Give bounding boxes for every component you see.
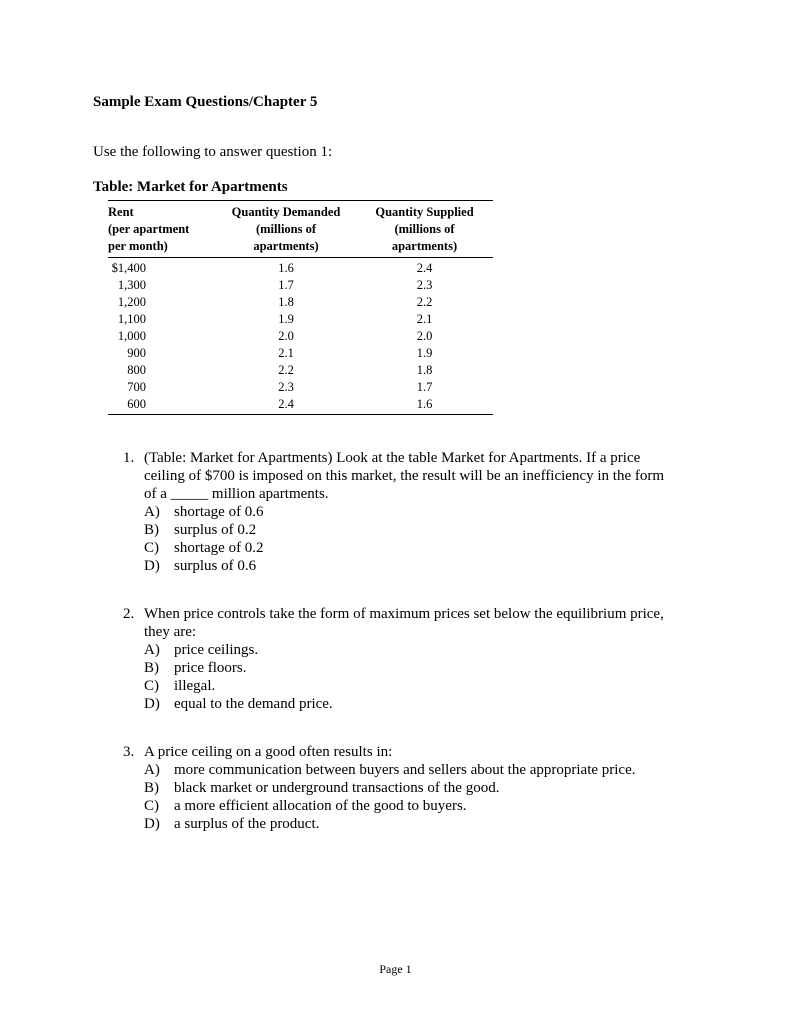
table-row: 800 2.2 1.8 xyxy=(127,363,433,377)
question-stem: When price controls take the form of maximum prices set below the equilibrium price, they are: xyxy=(144,606,664,640)
answer-option: C) shortage of 0.2 xyxy=(144,540,264,556)
answer-option: D) surplus of 0.6 xyxy=(144,558,257,574)
question-2 xyxy=(123,605,703,713)
table-row: 1,100 1.9 2.1 xyxy=(117,312,433,326)
table-row: $1,400 1.6 2.4 xyxy=(111,261,433,275)
answer-option: B) surplus of 0.2 xyxy=(144,522,257,538)
answer-option: D) a surplus of the product. xyxy=(144,816,320,832)
header-rent: Rent (per apartment per month) xyxy=(108,205,190,253)
market-table xyxy=(108,200,493,415)
answer-option: A) price ceilings. xyxy=(144,642,259,658)
question-3 xyxy=(123,743,703,833)
question-number: 2. xyxy=(123,606,135,622)
table-title: Table: Market for Apartments xyxy=(93,179,288,195)
question-stem: (Table: Market for Apartments) Look at the table Market for Apartments. If a price ceiling of $700 is imposed on this market, the result will be an inefficiency in the form of a _____ million apartments. xyxy=(144,450,665,502)
answer-option: C) illegal. xyxy=(144,678,216,694)
header-quantity-demanded: Quantity Demanded (millions of apartments) xyxy=(231,205,341,253)
question-1 xyxy=(123,449,703,575)
table-header xyxy=(108,201,493,257)
answer-option: D) equal to the demand price. xyxy=(144,696,333,712)
table-row: 900 2.1 1.9 xyxy=(127,346,433,360)
page-title: Sample Exam Questions/Chapter 5 xyxy=(93,94,318,110)
table-row: 1,300 1.7 2.3 xyxy=(117,278,433,292)
header-quantity-supplied: Quantity Supplied (millions of apartments) xyxy=(375,205,474,253)
table-body xyxy=(108,258,493,414)
table-bottom-rule xyxy=(108,414,493,415)
question-stem: A price ceiling on a good often results in: xyxy=(144,744,393,760)
table-row: 600 2.4 1.6 xyxy=(127,397,433,411)
answer-option: B) black market or underground transactions of the good. xyxy=(144,780,500,796)
answer-option: C) a more efficient allocation of the good to buyers. xyxy=(144,798,467,814)
answer-option: B) price floors. xyxy=(144,660,247,676)
table-row: 1,000 2.0 2.0 xyxy=(117,329,433,343)
answer-option: A) more communication between buyers and sellers about the appropriate price. xyxy=(144,762,636,778)
page-number: Page 1 xyxy=(379,962,412,976)
table-row: 1,200 1.8 2.2 xyxy=(117,295,433,309)
intro-text: Use the following to answer question 1: xyxy=(93,144,333,160)
answer-option: A) shortage of 0.6 xyxy=(144,504,264,520)
question-number: 1. xyxy=(123,450,135,466)
table-row: 700 2.3 1.7 xyxy=(127,380,433,394)
question-number: 3. xyxy=(123,744,135,760)
